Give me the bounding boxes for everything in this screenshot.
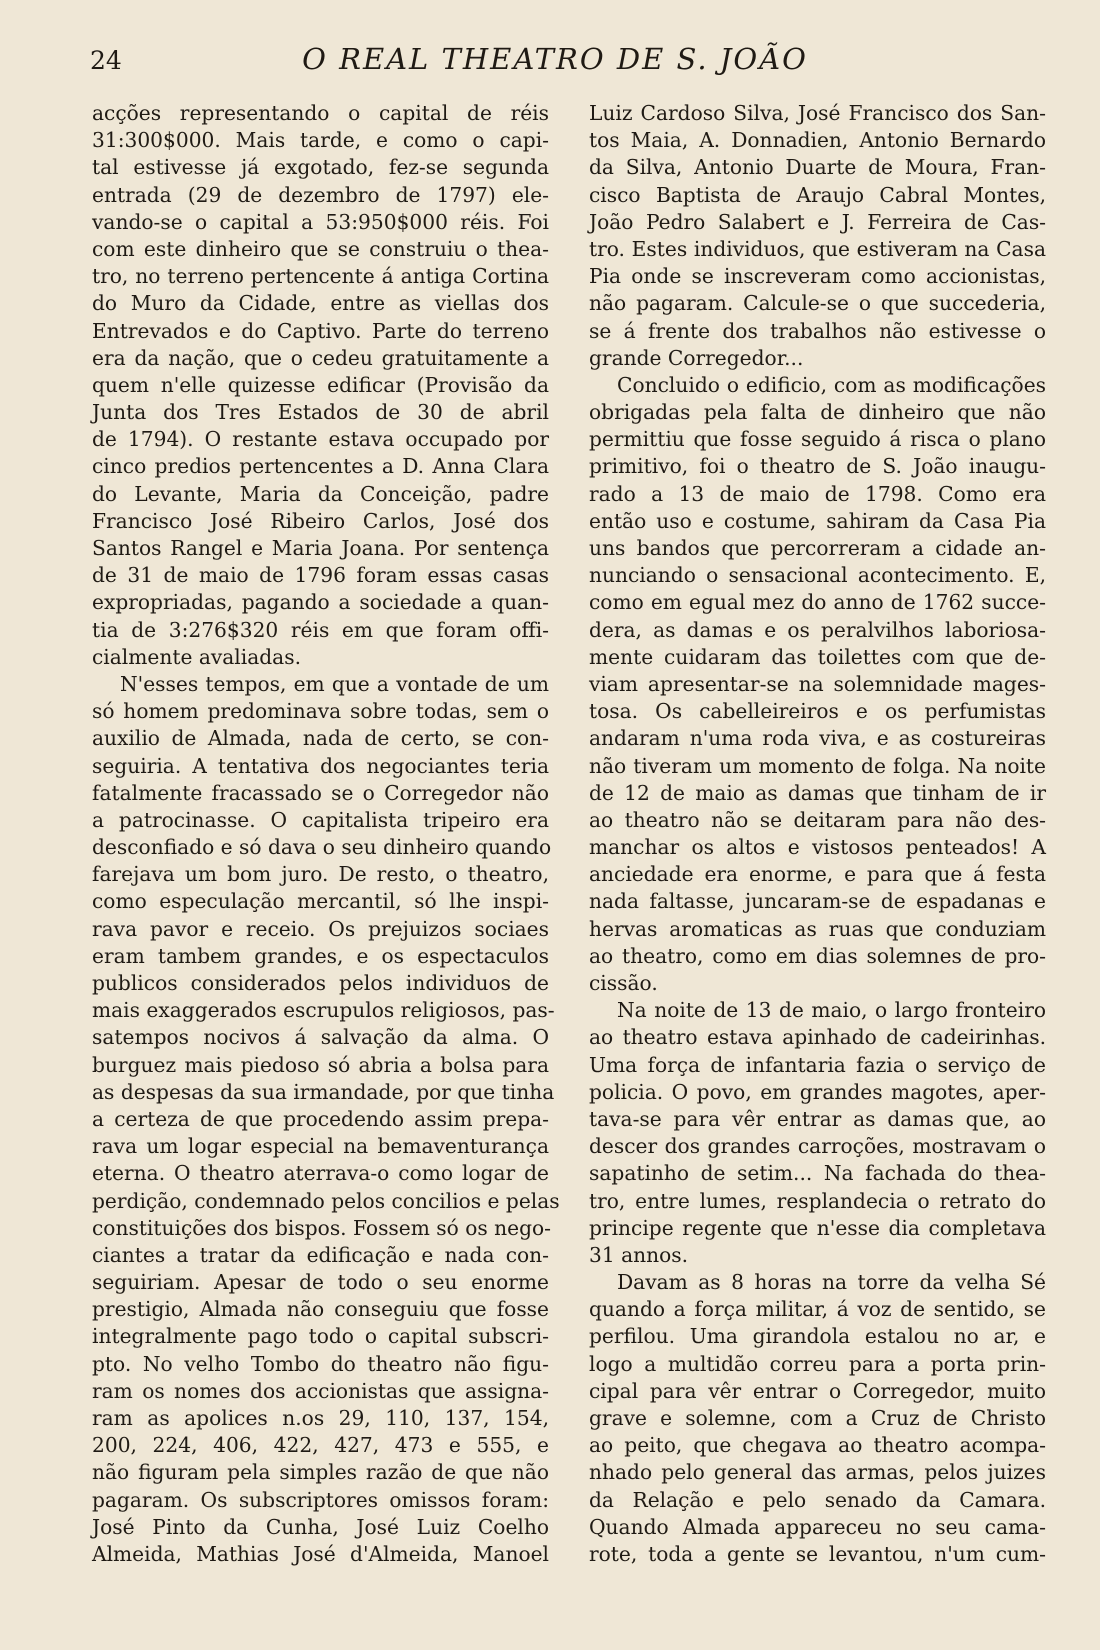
text-line: grande Corregedor... <box>589 345 804 370</box>
text-line: de 31 de maio de 1796 foram essas casas <box>92 563 549 588</box>
page-number: 24 <box>90 46 122 75</box>
text-line: farejava um bom juro. De resto, o theatro, <box>92 862 549 887</box>
text-line: Santos Rangel e Maria Joana. Por sentença <box>92 536 549 560</box>
text-line: tava-se para vêr entrar as damas que, ao <box>589 1106 1046 1131</box>
text-line: como em egual mez do anno de 1762 succe- <box>589 590 1046 615</box>
text-line: ao peito, que chegava ao theatro acompa- <box>589 1433 1046 1458</box>
text-line: principe regente que n'esse dia completava <box>589 1215 1046 1240</box>
text-line: então uso e costume, sahiram da Casa Pia <box>589 508 1046 533</box>
text-line: descer dos grandes carroções, mostravam o <box>589 1134 1046 1159</box>
text-line: do Muro da Cidade, entre as viellas dos <box>92 291 549 316</box>
text-line: Pia onde se inscreveram como accionistas, <box>589 264 1046 289</box>
text-line: eram tambem grandes, e os espectaculos <box>92 943 549 968</box>
text-line: publicos considerados pelos individuos de <box>92 971 549 995</box>
text-line: nada faltasse, juncaram-se de espadanas e <box>589 889 1046 914</box>
text-line: da Silva, Antonio Duarte de Moura, Fran- <box>589 155 1046 180</box>
right-text-column <box>589 100 1046 1568</box>
text-line: Quando Almada appareceu no seu cama- <box>589 1514 1046 1539</box>
text-line: de 12 de maio as damas que tinham de ir <box>589 780 1046 805</box>
text-line: ram as apolices n.os 29, 110, 137, 154, <box>92 1406 549 1430</box>
text-line: com este dinheiro que se construiu o thea- <box>92 236 549 261</box>
text-line: Almeida, Mathias José d'Almeida, Manoel <box>92 1541 549 1566</box>
running-title: O REAL THEATRO DE S. JOÃO <box>302 42 808 76</box>
text-line: integralmente pago todo o capital subscri- <box>92 1324 549 1349</box>
text-line: logo a multidão correu para a porta prin- <box>589 1351 1046 1376</box>
text-line: cipal para vêr entrar o Corregedor, muito <box>589 1378 1046 1403</box>
text-line: perdição, condemnado pelos concilios e pelas <box>92 1188 560 1213</box>
text-line: só homem predominava sobre todas, sem o <box>92 699 549 724</box>
text-line: perfilou. Uma girandola estalou no ar, e <box>589 1324 1046 1349</box>
text-line: Luiz Cardoso Silva, José Francisco dos San- <box>589 101 1046 125</box>
text-line: da Relação e pelo senado da Camara. <box>589 1487 1046 1512</box>
text-line: as despesas da sua irmandade, por que tinha <box>92 1079 555 1104</box>
text-line: rava pavor e receio. Os prejuizos sociaes <box>92 916 549 941</box>
text-line: João Pedro Salabert e J. Ferreira de Cas- <box>589 209 1046 234</box>
text-line: eterna. O theatro aterrava-o como logar de <box>92 1161 549 1186</box>
text-line: fatalmente fracassado se o Corregedor não <box>92 780 549 805</box>
text-line: 31:300$000. Mais tarde, e como o capi- <box>92 128 549 153</box>
text-line: ao theatro, como em dias solemnes de pro- <box>589 943 1046 968</box>
text-line: prestigio, Almada não conseguiu que fosse <box>92 1297 549 1322</box>
text-line: tia de 3:276$320 réis em que foram offi- <box>92 617 549 642</box>
text-line: rado a 13 de maio de 1798. Como era <box>589 481 1046 506</box>
text-line: do Levante, Maria da Conceição, padre <box>92 481 549 506</box>
text-line: Na noite de 13 de maio, o largo fronteiro <box>617 998 1046 1023</box>
text-line: não pagaram. Calcule-se o que succederia, <box>589 291 1046 316</box>
text-line: Davam as 8 horas na torre da velha Sé <box>617 1270 1046 1295</box>
text-line: dera, as damas e os peralvilhos laboriosa- <box>589 617 1046 642</box>
text-line: cialmente avaliadas. <box>92 644 301 669</box>
text-line: a patrocinasse. O capitalista tripeiro era <box>92 807 549 832</box>
text-line: nhado pelo general das armas, pelos juizes <box>589 1460 1046 1485</box>
text-line: constituições dos bispos. Fossem só os nego- <box>92 1215 551 1240</box>
text-line: tro, entre lumes, resplandecia o retrato do <box>589 1188 1046 1213</box>
text-line: tal estivesse já exgotado, fez-se segunda <box>92 155 549 180</box>
text-line: pto. No velho Tombo do theatro não figu- <box>92 1351 549 1376</box>
text-line: rote, toda a gente se levantou, n'um cum- <box>589 1541 1046 1566</box>
left-text-column <box>92 100 560 1568</box>
text-line: auxilio de Almada, nada de certo, se con- <box>92 726 549 751</box>
text-line: cissão. <box>589 971 658 995</box>
text-line: primitivo, foi o theatro de S. João inaugu- <box>589 454 1046 479</box>
text-line: nunciando o sensacional acontecimento. E, <box>589 563 1046 588</box>
text-line: N'esses tempos, em que a vontade de um <box>120 671 549 696</box>
text-line: tosa. Os cabelleireiros e os perfumistas <box>589 699 1046 724</box>
text-line: anciedade era enorme, e para que á festa <box>589 862 1046 887</box>
text-line: mais exaggerados escrupulos religiosos, pas- <box>92 998 555 1023</box>
text-line: cinco predios pertencentes a D. Anna Clara <box>92 454 549 479</box>
text-line: pagaram. Os subscriptores omissos foram: <box>92 1487 549 1512</box>
text-line: Entrevados e do Captivo. Parte do terreno <box>92 318 549 343</box>
text-line: permittiu que fosse seguido á risca o plano <box>589 427 1046 452</box>
text-line: era da nação, que o cedeu gratuitamente a <box>92 345 549 370</box>
text-line: tos Maia, A. Donnadien, Antonio Bernardo <box>589 128 1046 153</box>
text-line: ao theatro não se deitaram para não des- <box>589 807 1046 832</box>
text-line: uns bandos que percorreram a cidade an- <box>589 536 1046 560</box>
text-line: seguiria. A tentativa dos negociantes teria <box>92 753 549 778</box>
text-line: tro, no terreno pertencente á antiga Cortina <box>92 264 549 289</box>
text-line: 200, 224, 406, 422, 427, 473 e 555, e <box>92 1433 549 1458</box>
text-line: ciantes a tratar da edificação e nada con- <box>92 1242 549 1267</box>
text-line: Francisco José Ribeiro Carlos, José dos <box>92 508 549 533</box>
text-line: Uma força de infantaria fazia o serviço de <box>589 1052 1046 1077</box>
text-line: mente cuidaram das toilettes com que de- <box>589 644 1046 669</box>
text-line: tro. Estes individuos, que estiveram na Casa <box>589 236 1046 261</box>
text-line: burguez mais piedoso só abria a bolsa para <box>92 1052 549 1077</box>
text-line: rava um logar especial na bemaventurança <box>92 1134 549 1159</box>
text-line: satempos nocivos á salvação da alma. O <box>92 1025 549 1050</box>
text-line: ram os nomes dos accionistas que assigna- <box>92 1378 549 1403</box>
text-line: manchar os altos e vistosos penteados! A <box>589 835 1046 860</box>
text-line: hervas aromaticas as ruas que conduziam <box>589 916 1046 941</box>
text-line: quem n'elle quizesse edificar (Provisão da <box>92 372 549 397</box>
text-line: grave e solemne, com a Cruz de Christo <box>589 1406 1046 1430</box>
text-line: José Pinto da Cunha, José Luiz Coelho <box>92 1514 549 1539</box>
text-line: entrada (29 de dezembro de 1797) ele- <box>92 182 549 207</box>
text-line: 31 annos. <box>589 1242 689 1267</box>
text-line: Junta dos Tres Estados de 30 de abril <box>92 400 549 425</box>
text-line: não figuram pela simples razão de que não <box>92 1460 549 1485</box>
text-line: obrigadas pela falta de dinheiro que não <box>589 400 1046 425</box>
text-line: não tiveram um momento de folga. Na noite <box>589 753 1046 778</box>
text-line: desconfiado e só dava o seu dinheiro quando <box>92 835 552 860</box>
text-line: quando a força militar, á voz de sentido, se <box>589 1297 1046 1322</box>
text-line: vando-se o capital a 53:950$000 réis. Foi <box>92 209 549 234</box>
text-line: acções representando o capital de réis <box>92 101 549 125</box>
text-line: cisco Baptista de Araujo Cabral Montes, <box>589 182 1046 207</box>
page-header <box>90 42 1020 82</box>
text-line: seguiriam. Apesar de todo o seu enorme <box>92 1270 549 1295</box>
text-line: andaram n'uma roda viva, e as costureiras <box>589 726 1046 751</box>
text-line: expropriadas, pagando a sociedade a quan- <box>92 590 549 615</box>
text-line: ao theatro estava apinhado de cadeirinhas. <box>589 1025 1046 1050</box>
text-line: sapatinho de setim... Na fachada do thea- <box>589 1161 1046 1186</box>
text-line: Concluido o edificio, com as modificações <box>617 372 1046 397</box>
text-line: policia. O povo, em grandes magotes, aper- <box>589 1079 1046 1104</box>
text-line: como especulação mercantil, só lhe inspi- <box>92 889 549 914</box>
text-line: a certeza de que procedendo assim prepa- <box>92 1106 549 1131</box>
text-line: viam apresentar-se na solemnidade mages- <box>589 671 1046 696</box>
text-line: de 1794). O restante estava occupado por <box>92 427 549 452</box>
text-line: se á frente dos trabalhos não estivesse o <box>589 318 1046 343</box>
